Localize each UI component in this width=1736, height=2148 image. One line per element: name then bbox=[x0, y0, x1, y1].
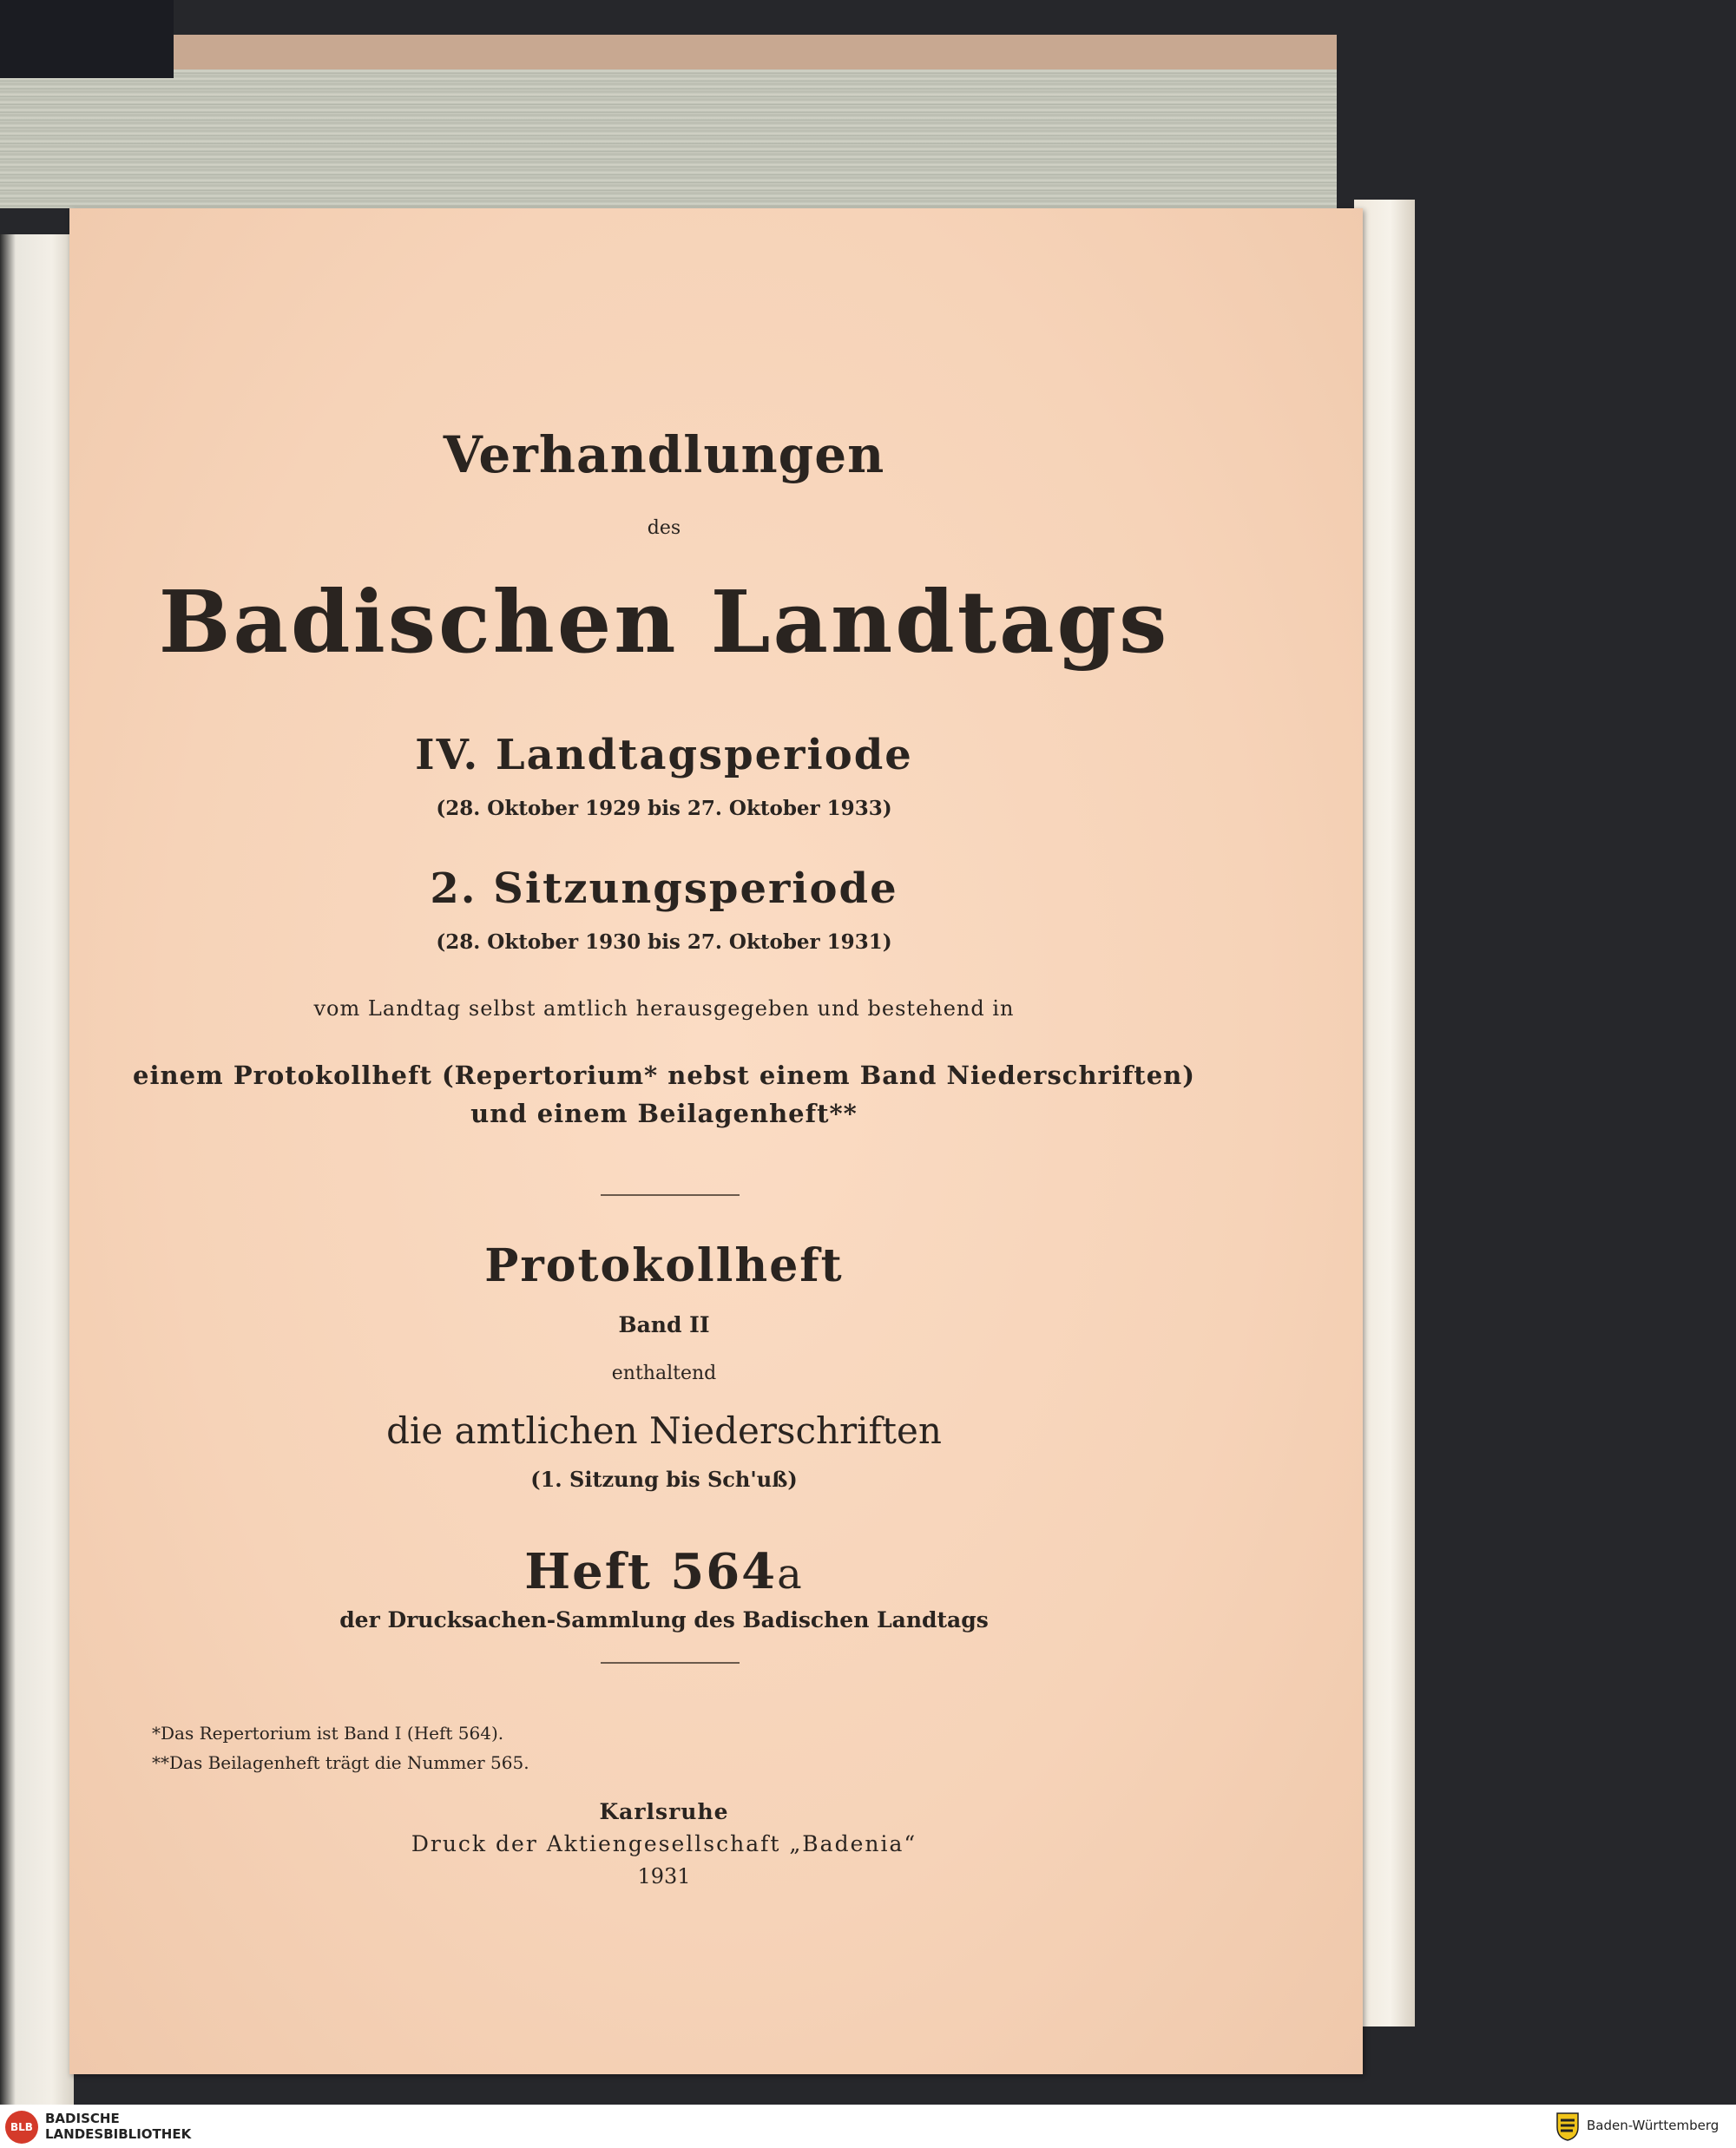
title-line-1: Verhandlungen bbox=[443, 425, 885, 484]
library-name[interactable] bbox=[45, 2111, 191, 2142]
volume-content: die amtlichen Niederschriften bbox=[386, 1409, 942, 1452]
issue-suffix: a bbox=[777, 1550, 804, 1599]
state-name[interactable]: Baden-Württemberg bbox=[1587, 2118, 1720, 2133]
description-line-3: und einem Beilagenheft** bbox=[470, 1099, 858, 1128]
title-line-3: Badischen Landtags bbox=[158, 573, 1170, 673]
footnote-1: *Das Repertorium ist Band I (Heft 564). bbox=[152, 1723, 504, 1744]
description-line-1: vom Landtag selbst amtlich herausgegeben und bestehend in bbox=[313, 996, 1015, 1021]
library-name-line-1: BADISCHE bbox=[45, 2111, 120, 2126]
issue-word: Heft bbox=[524, 1543, 652, 1600]
volume-title: Protokollheft bbox=[484, 1239, 844, 1292]
footnote-2: **Das Beilagenheft trägt die Nummer 565. bbox=[152, 1752, 529, 1773]
page-edge-right bbox=[1354, 200, 1415, 2026]
title-page bbox=[69, 208, 1363, 2074]
period-name: IV. Landtagsperiode bbox=[415, 731, 913, 779]
coat-of-arms-icon[interactable] bbox=[1555, 2112, 1580, 2141]
issue-number: 564 bbox=[670, 1543, 778, 1600]
book-cover-edge bbox=[174, 35, 1337, 69]
library-name-line-2: LANDESBIBLIOTHEK bbox=[45, 2126, 192, 2142]
book-spine bbox=[0, 0, 174, 78]
volume-band: Band II bbox=[618, 1312, 710, 1337]
divider-bottom bbox=[601, 1662, 740, 1664]
description-line-2: einem Protokollheft (Repertorium* nebst einem Band Niederschriften) bbox=[133, 1061, 1195, 1090]
divider-top bbox=[601, 1194, 740, 1196]
volume-containing: enthaltend bbox=[611, 1363, 717, 1384]
imprint-year: 1931 bbox=[637, 1864, 691, 1889]
title-line-2: des bbox=[647, 517, 681, 539]
footer-bar bbox=[0, 2105, 1736, 2148]
volume-range: (1. Sitzung bis Sch'uß) bbox=[530, 1467, 798, 1492]
imprint-printer: Druck der Aktiengesellschaft „Badenia“ bbox=[411, 1831, 917, 1856]
period-dates: (28. Oktober 1929 bis 27. Oktober 1933) bbox=[436, 797, 892, 820]
session-name: 2. Sitzungsperiode bbox=[430, 864, 898, 913]
issue-collection: der Drucksachen-Sammlung des Badischen Landtags bbox=[339, 1607, 989, 1632]
imprint-city: Karlsruhe bbox=[599, 1799, 729, 1824]
session-dates: (28. Oktober 1930 bis 27. Oktober 1931) bbox=[436, 930, 892, 954]
library-logo-icon[interactable]: BLB bbox=[5, 2111, 38, 2144]
issue-heading bbox=[0, 1543, 1328, 1600]
